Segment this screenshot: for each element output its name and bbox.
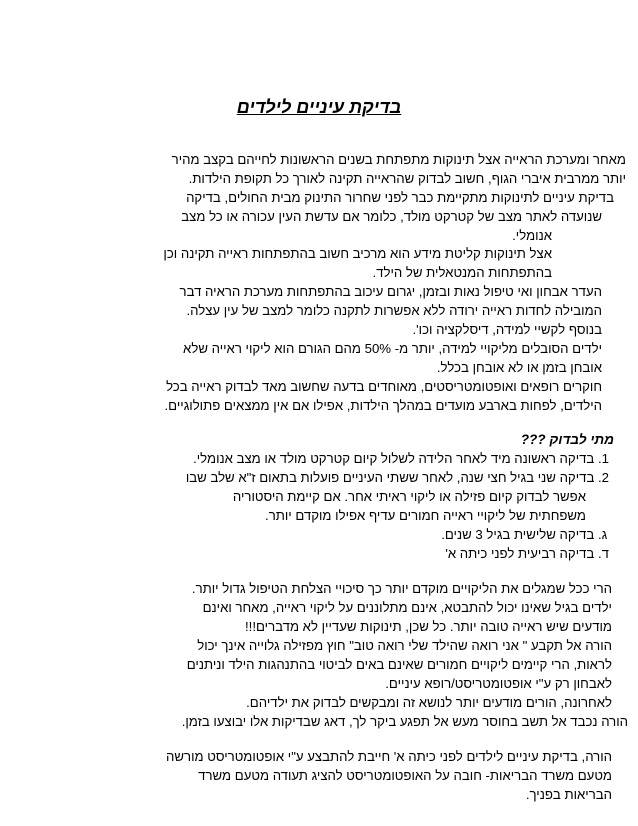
intro-line: העדר אבחון ואי טיפול נאות ובזמן, יגרום עיכוב בהתפתחות מערכת הראיה דבר (179, 284, 602, 299)
intro-line: יותר ממרבית איברי הגוף, חשוב לבדוק שהראייה תקינה לאורך כל תקופת הילדות. (188, 171, 626, 186)
intro-line: בנוסף לקשיי למידה, דיסלקציה וכו'. (412, 322, 602, 337)
closing-line: הורה נכבד אל תשב בחוסר מעש אל תפגע ביקר לך, דאג שבדיקות אלו יבוצעו בזמן. (181, 714, 628, 729)
final-line: מטעם משרד הבריאות- חובה על האופטומטריסט להציג תעודה מטעם משרד (198, 768, 612, 783)
page-title: בדיקת עיניים לילדים (236, 97, 402, 117)
final-line: הבריאות בפניך. (525, 787, 612, 802)
list-marker: ג. (598, 527, 608, 542)
list-item-text: בדיקה שלישית בגיל 3 שנים. (441, 527, 595, 542)
intro-line: בהתפתחות המנטאלית של הילד. (372, 265, 552, 280)
intro-line: אובחן בזמן או לא אובחן בכלל. (436, 360, 602, 375)
closing-line: ילדים בגיל שאינו יכול להתבטא, אינם מתלוננים על ליקוי ראייה, מאחר ואינם (202, 600, 612, 615)
closing-line: לאבחון רק ע"י אופטומטריסט/רופא עיניים. (385, 676, 612, 691)
list-marker: 2. (598, 470, 610, 485)
list-marker: ד. (598, 546, 609, 561)
intro-line: בדיקת עיניים לתינוקות מתקיימת כבר לפני שחרור התינוק מבית החולים, בדיקה (186, 190, 614, 205)
list-item (441, 526, 612, 544)
final-line: הורה, בדיקת עיניים לילדים לפני כיתה א' חייבת להתבצע ע"י אופטומטריסט מורשה (166, 749, 612, 764)
closing-line: מודעים שיש ראייה טובה יותר. כל שכן, תינוקות שעדיין לא מדברים!!! (245, 619, 612, 634)
list-item (186, 469, 612, 487)
closing-line: הורה אל תקבע " אני רואה שהילד שלי רואה טוב" חוץ מפזילה גלוייה אינך יכול (197, 638, 612, 653)
intro-line: הילדים, לפחות בארבע מועדים במהלך הילדות, אפילו אם אין ממצאים פתולוגיים. (164, 398, 602, 413)
list-item-continuation: משפחתית של ליקויי ראייה חמורים עדיף אפילו מוקדם יותר. (265, 508, 586, 523)
list-item (445, 545, 612, 563)
closing-line: לראות, הרי קיימים ליקויים חמורים שאינם באים לביטוי בהתנהגות הילד וניתנים (186, 657, 612, 672)
intro-line: ילדים הסובלים מליקויי למידה, יותר מ- 50% מהם הגורם הוא ליקוי ראייה שלא (183, 341, 602, 356)
list-item-continuation: אפשר לבדוק קיום פזילה או ליקוי ראיתי אחר. אם קיימת היסטוריה (232, 489, 586, 504)
list-item-text: בדיקה ראשונה מיד לאחר הלידה לשלול קיום קטרקט מולד או מצב אנומלי. (193, 451, 595, 466)
closing-line: הרי ככל שמגלים את הליקויים מוקדם יותר כך סיכויי הצלחת הטיפול גדול יותר. (191, 581, 612, 596)
intro-line: שנועדה לאתר מצב של קטרקט מולד, כלומר אם עדשת העין עכורה או כל מצב (181, 209, 602, 224)
closing-line: לאחרונה, הורים מודעים יותר לנושא זה ומבקשים לבדוק את ילדיהם. (246, 695, 612, 710)
list-marker: 1. (598, 451, 610, 466)
list-item (193, 450, 612, 468)
intro-line: המובילה לחדות ראייה ירודה ללא אפשרות לתקנה כלומר למצב של עין עצלה. (186, 303, 602, 318)
list-item-text: בדיקה שני בגיל חצי שנה, לאחר ששתי העיניים פועלות בתאום ז"א שלב שבו (185, 470, 595, 485)
intro-line: אצל תינוקות קליטת מידע הוא מרכיב חשוב בהתפתחות ראייה תקינה וכן (163, 246, 552, 261)
list-item-text: בדיקה רביעית לפני כיתה א' (445, 546, 595, 561)
intro-line: חוקרים רופאים ואופטומטריסטים, מאוחדים בדעה שחשוב מאד לבדוק ראייה בכל (166, 379, 602, 394)
when-heading: מתי לבדוק ??? (520, 432, 614, 447)
intro-line: אנומלי. (512, 228, 552, 243)
intro-line: מאחר ומערכת הראייה אצל תינוקות מתפתחת בשנים הראשונות לחייהם בקצב מהיר (171, 152, 626, 167)
